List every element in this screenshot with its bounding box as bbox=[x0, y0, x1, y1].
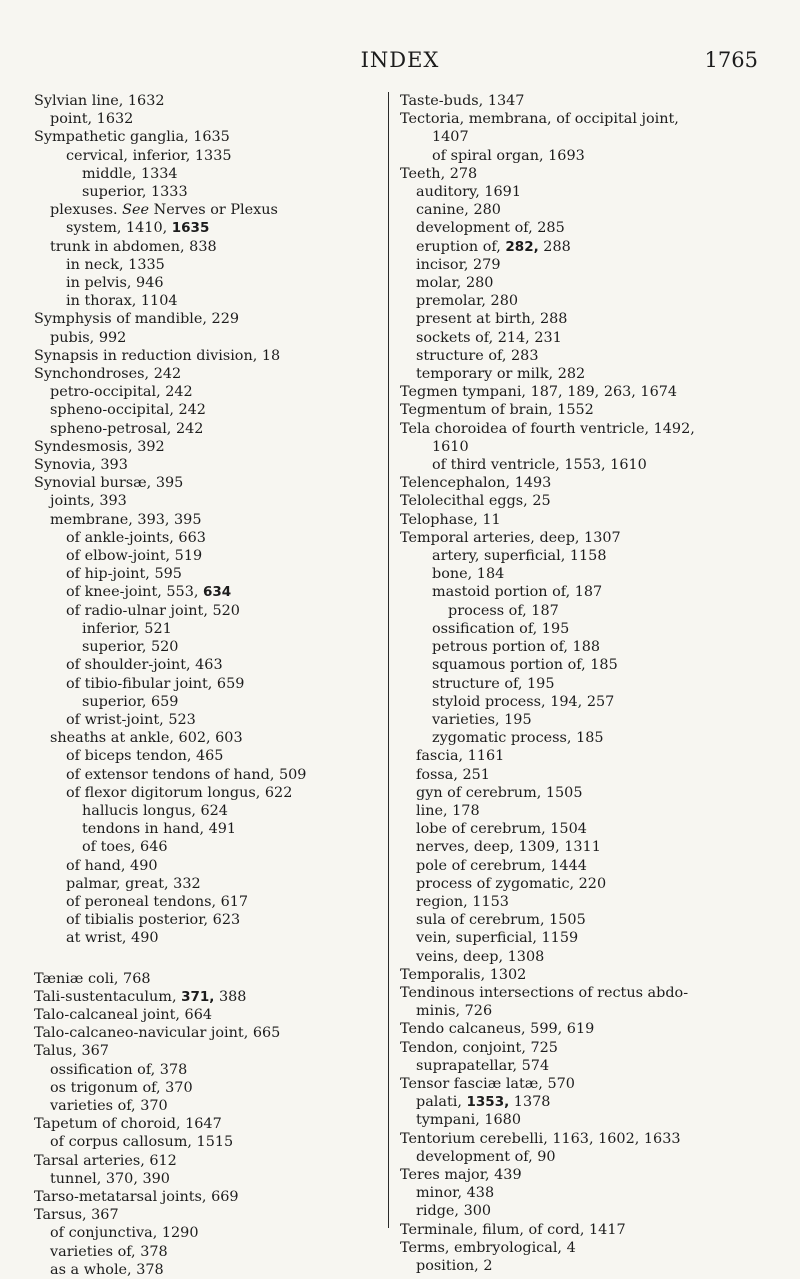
index-entry: Terms, embryological, 4 bbox=[400, 1239, 576, 1256]
index-entry: vein, superficial, 1159 bbox=[416, 930, 579, 947]
index-entry: minis, 726 bbox=[416, 1003, 493, 1020]
index-entry: Sylvian line, 1632 bbox=[34, 93, 165, 109]
index-entry: of spiral organ, 1693 bbox=[432, 147, 585, 164]
index-entry: Synovial bursæ, 395 bbox=[34, 475, 184, 492]
index-entry: Telolecithal eggs, 25 bbox=[400, 493, 551, 510]
index-entry: of toes, 646 bbox=[82, 839, 168, 856]
index-entry: Tendo calcaneus, 599, 619 bbox=[400, 1021, 595, 1038]
index-entry: sheaths at ankle, 602, 603 bbox=[50, 730, 243, 747]
index-entry: Teres major, 439 bbox=[400, 1166, 522, 1183]
index-entry: of extensor tendons of hand, 509 bbox=[66, 766, 307, 783]
index-entry: 1610 bbox=[432, 438, 469, 455]
index-entry: Tendon, conjoint, 725 bbox=[400, 1039, 558, 1056]
index-entry: spheno-petrosal, 242 bbox=[50, 420, 204, 437]
index-entry: pole of cerebrum, 1444 bbox=[416, 857, 587, 874]
index-entry: of biceps tendon, 465 bbox=[66, 748, 224, 765]
index-entry: hallucis longus, 624 bbox=[82, 802, 228, 819]
index-entry: Syndesmosis, 392 bbox=[34, 438, 165, 455]
index-entry: of third ventricle, 1553, 1610 bbox=[432, 457, 647, 474]
page-header bbox=[0, 48, 800, 78]
index-entry: premolar, 280 bbox=[416, 293, 519, 310]
index-entry: in thorax, 1104 bbox=[66, 293, 178, 310]
index-entry: process of zygomatic, 220 bbox=[416, 875, 607, 892]
index-entry: tunnel, 370, 390 bbox=[50, 1170, 170, 1187]
index-entry: line, 178 bbox=[416, 802, 480, 819]
index-entry: Teeth, 278 bbox=[400, 165, 478, 182]
index-entry: of flexor digitorum longus, 622 bbox=[66, 784, 293, 801]
index-entry: of shoulder-joint, 463 bbox=[66, 657, 223, 674]
index-entry: palati, 1353, 1378 bbox=[416, 1094, 551, 1111]
index-entry: eruption of, 282, 288 bbox=[416, 238, 571, 255]
index-entry: of ankle-joints, 663 bbox=[66, 529, 206, 546]
index-entry: Tæniæ coli, 768 bbox=[34, 970, 151, 987]
index-entry: of peroneal tendons, 617 bbox=[66, 893, 249, 910]
index-entry: Tali-sustentaculum, 371, 388 bbox=[34, 988, 247, 1005]
index-entry: tympani, 1680 bbox=[416, 1112, 521, 1129]
index-column-left bbox=[34, 92, 379, 1279]
index-entry: Synapsis in reduction division, 18 bbox=[34, 347, 281, 364]
index-entry: ossification of, 195 bbox=[432, 620, 570, 637]
section-gap bbox=[34, 948, 379, 970]
index-entry: ridge, 300 bbox=[416, 1203, 492, 1220]
index-entry: lobe of cerebrum, 1504 bbox=[416, 821, 587, 838]
index-entry: joints, 393 bbox=[50, 493, 127, 510]
page-title: INDEX bbox=[360, 48, 440, 72]
index-entry: Telophase, 11 bbox=[400, 511, 501, 528]
index-entry: Tentorium cerebelli, 1163, 1602, 1633 bbox=[400, 1130, 681, 1147]
index-entry: varieties of, 370 bbox=[50, 1097, 168, 1114]
index-entry: of corpus callosum, 1515 bbox=[50, 1134, 234, 1151]
index-entry: Terminale, filum, of cord, 1417 bbox=[400, 1221, 626, 1238]
index-entry: position, 2 bbox=[416, 1258, 493, 1274]
index-entry: superior, 1333 bbox=[82, 184, 188, 201]
index-entry: veins, deep, 1308 bbox=[416, 948, 545, 965]
index-entry: temporary or milk, 282 bbox=[416, 366, 586, 383]
index-column-right bbox=[400, 92, 770, 1275]
index-entry: Talus, 367 bbox=[34, 1043, 109, 1060]
column-divider bbox=[388, 92, 389, 1228]
index-entry: structure of, 195 bbox=[432, 675, 555, 692]
index-entry: in pelvis, 946 bbox=[66, 275, 164, 292]
index-entry: Tensor fasciæ latæ, 570 bbox=[400, 1075, 575, 1092]
index-entry: ossification of, 378 bbox=[50, 1061, 188, 1078]
index-entry: petro-occipital, 242 bbox=[50, 384, 193, 401]
index-entry: auditory, 1691 bbox=[416, 184, 521, 201]
index-entry: incisor, 279 bbox=[416, 256, 501, 273]
index-entry: Tectoria, membrana, of occipital joint, bbox=[400, 111, 679, 128]
index-entry: of tibio-fibular joint, 659 bbox=[66, 675, 245, 692]
index-entry: Tendinous intersections of rectus abdo- bbox=[400, 984, 689, 1001]
index-entry: suprapatellar, 574 bbox=[416, 1057, 550, 1074]
index-entry: bone, 184 bbox=[432, 566, 505, 583]
index-entry: Tapetum of choroid, 1647 bbox=[34, 1116, 222, 1133]
index-entry: of tibialis posterior, 623 bbox=[66, 912, 241, 929]
index-entry: Symphysis of mandible, 229 bbox=[34, 311, 240, 328]
index-entry: of hand, 490 bbox=[66, 857, 158, 874]
index-entry: varieties, 195 bbox=[432, 711, 532, 728]
index-entry: process of, 187 bbox=[448, 602, 559, 619]
index-entry: of radio-ulnar joint, 520 bbox=[66, 602, 240, 619]
index-entry: varieties of, 378 bbox=[50, 1243, 168, 1260]
index-entry: palmar, great, 332 bbox=[66, 875, 201, 892]
index-entry: sockets of, 214, 231 bbox=[416, 329, 562, 346]
index-entry: Talo-calcaneal joint, 664 bbox=[34, 1006, 213, 1023]
index-entry: structure of, 283 bbox=[416, 347, 539, 364]
index-entry: canine, 280 bbox=[416, 202, 501, 219]
index-entry: zygomatic process, 185 bbox=[432, 730, 604, 747]
index-entry: Talo-calcaneo-navicular joint, 665 bbox=[34, 1025, 281, 1042]
index-entry: tendons in hand, 491 bbox=[82, 821, 237, 838]
index-entry: region, 1153 bbox=[416, 893, 509, 910]
index-entry: Taste-buds, 1347 bbox=[400, 93, 525, 109]
index-entry: as a whole, 378 bbox=[50, 1261, 164, 1278]
index-entry: development of, 285 bbox=[416, 220, 565, 237]
index-entry: squamous portion of, 185 bbox=[432, 657, 618, 674]
index-entry: 1407 bbox=[432, 129, 469, 146]
index-entry: trunk in abdomen, 838 bbox=[50, 238, 217, 255]
index-entry: Tarsus, 367 bbox=[34, 1207, 119, 1224]
index-entry: fascia, 1161 bbox=[416, 748, 505, 765]
index-entry: pubis, 992 bbox=[50, 329, 127, 346]
index-entry: plexuses. See Nerves or Plexus bbox=[50, 202, 278, 219]
index-entry: gyn of cerebrum, 1505 bbox=[416, 784, 583, 801]
index-entry: styloid process, 194, 257 bbox=[432, 693, 615, 710]
index-entry: artery, superficial, 1158 bbox=[432, 548, 607, 565]
index-entry: Tarso-metatarsal joints, 669 bbox=[34, 1188, 239, 1205]
index-entry: at wrist, 490 bbox=[66, 930, 159, 947]
index-entry: present at birth, 288 bbox=[416, 311, 568, 328]
index-entry: Synovia, 393 bbox=[34, 457, 128, 474]
index-entry: Tela choroidea of fourth ventricle, 1492, bbox=[400, 420, 695, 437]
index-entry: os trigonum of, 370 bbox=[50, 1079, 193, 1096]
index-entry: spheno-occipital, 242 bbox=[50, 402, 206, 419]
index-entry: superior, 520 bbox=[82, 639, 179, 656]
index-entry: Temporal arteries, deep, 1307 bbox=[400, 529, 621, 546]
index-entry: Synchondroses, 242 bbox=[34, 366, 182, 383]
index-entry: Tarsal arteries, 612 bbox=[34, 1152, 177, 1169]
index-entry: point, 1632 bbox=[50, 111, 134, 128]
index-entry: cervical, inferior, 1335 bbox=[66, 147, 232, 164]
index-entry: inferior, 521 bbox=[82, 620, 172, 637]
index-entry: middle, 1334 bbox=[82, 165, 178, 182]
index-entry: of hip-joint, 595 bbox=[66, 566, 182, 583]
index-entry: system, 1410, 1635 bbox=[66, 220, 210, 237]
index-entry: membrane, 393, 395 bbox=[50, 511, 202, 528]
index-entry: of elbow-joint, 519 bbox=[66, 548, 203, 565]
index-entry: molar, 280 bbox=[416, 275, 494, 292]
index-entry: of wrist-joint, 523 bbox=[66, 711, 196, 728]
index-entry: nerves, deep, 1309, 1311 bbox=[416, 839, 601, 856]
index-entry: Sympathetic ganglia, 1635 bbox=[34, 129, 230, 146]
index-entry: Tegmen tympani, 187, 189, 263, 1674 bbox=[400, 384, 678, 401]
index-entry: of conjunctiva, 1290 bbox=[50, 1225, 199, 1242]
index-entry: Tegmentum of brain, 1552 bbox=[400, 402, 594, 419]
index-entry: Telencephalon, 1493 bbox=[400, 475, 552, 492]
index-entry: of knee-joint, 553, 634 bbox=[66, 584, 232, 601]
index-entry: in neck, 1335 bbox=[66, 256, 165, 273]
page-number: 1765 bbox=[704, 48, 758, 72]
index-entry: petrous portion of, 188 bbox=[432, 639, 601, 656]
index-entry: superior, 659 bbox=[82, 693, 179, 710]
index-entry: sula of cerebrum, 1505 bbox=[416, 912, 586, 929]
index-entry: fossa, 251 bbox=[416, 766, 490, 783]
index-entry: mastoid portion of, 187 bbox=[432, 584, 603, 601]
index-entry: minor, 438 bbox=[416, 1185, 495, 1202]
index-entry: Temporalis, 1302 bbox=[400, 966, 527, 983]
index-entry: development of, 90 bbox=[416, 1148, 556, 1165]
